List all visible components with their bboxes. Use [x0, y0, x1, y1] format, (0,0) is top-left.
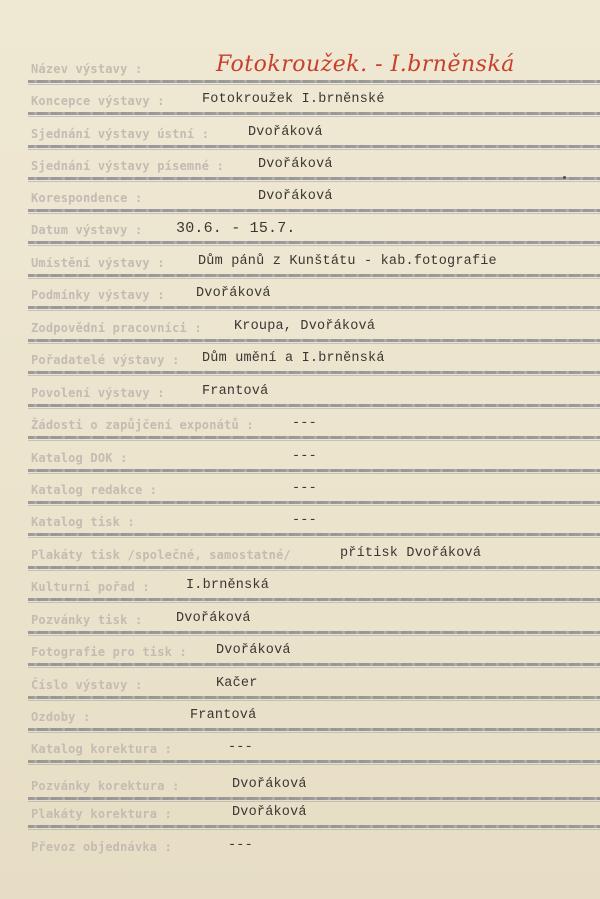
field-label: Převoz objednávka : [31, 840, 173, 854]
form-row-correspondence [0, 183, 600, 215]
field-value: Dvořáková [196, 286, 271, 301]
field-value: Frantová [190, 708, 257, 723]
form-row-permission [0, 378, 600, 410]
field-label: Ozdoby : [31, 710, 91, 724]
row-rule [28, 343, 600, 344]
row-rule [28, 440, 600, 441]
field-value: Dvořáková [176, 611, 251, 626]
form-row-venue [0, 248, 600, 280]
row-rule [28, 371, 600, 374]
ink-speck [563, 176, 566, 179]
field-value: --- [292, 416, 317, 431]
form-row-catalog-proof [0, 734, 600, 766]
row-rule [28, 181, 600, 182]
field-label: Plakáty korektura : [31, 807, 173, 821]
field-label: Zodpovědní pracovníci : [31, 321, 202, 335]
field-label: Katalog tisk : [31, 515, 135, 529]
field-value: Dvořáková [248, 125, 323, 140]
row-rule [28, 310, 600, 311]
row-rule [28, 825, 600, 828]
row-rule [28, 145, 600, 148]
row-rule [28, 436, 600, 439]
field-label: Povolení výstavy : [31, 386, 165, 400]
field-label: Katalog redakce : [31, 483, 158, 497]
form-row-catalog-dok [0, 443, 600, 475]
field-value: přítisk Dvořáková [340, 546, 482, 561]
field-value: 30.6. - 15.7. [176, 220, 296, 237]
field-label: Název výstavy : [31, 62, 143, 76]
field-label: Fotografie pro tisk : [31, 645, 187, 659]
row-rule [28, 375, 600, 376]
row-rule [28, 663, 600, 666]
form-row-exhibition-number [0, 670, 600, 702]
form-row-name [0, 54, 600, 86]
row-rule [28, 149, 600, 150]
row-rule [28, 339, 600, 342]
row-rule [28, 635, 600, 636]
field-value: --- [292, 481, 317, 496]
field-value: Dvořáková [216, 643, 291, 658]
field-value: Kačer [216, 676, 258, 691]
row-rule [28, 501, 600, 504]
row-rule [28, 566, 600, 569]
row-rule [28, 469, 600, 472]
form-row-oral [0, 119, 600, 151]
field-value: --- [292, 513, 317, 528]
form-row-transport-order [0, 832, 600, 864]
field-value: Dům umění a I.brněnská [202, 351, 385, 366]
row-rule [28, 829, 600, 830]
form-row-cultural-program [0, 572, 600, 604]
field-label: Korespondence : [31, 191, 143, 205]
form-row-catalog-print [0, 507, 600, 539]
form-row-loans [0, 410, 600, 442]
form-row-concept [0, 86, 600, 118]
form-row-responsible [0, 313, 600, 345]
row-rule [28, 760, 600, 763]
row-rule [28, 505, 600, 506]
field-label: Sjednání výstavy písemné : [31, 159, 225, 173]
row-rule [28, 533, 600, 536]
form-row-organizers [0, 345, 600, 377]
field-value: Fotokroužek I.brněnské [202, 92, 385, 107]
row-rule [28, 598, 600, 601]
form-row-posters-print [0, 540, 600, 572]
field-label: Datum výstavy : [31, 223, 143, 237]
field-value: --- [228, 838, 253, 853]
row-rule [28, 112, 600, 115]
field-value: Dvořáková [232, 777, 307, 792]
row-rule [28, 732, 600, 733]
row-rule [28, 602, 600, 603]
row-rule [28, 408, 600, 409]
form-row-written [0, 151, 600, 183]
form-row-decorations [0, 702, 600, 734]
form-row-conditions [0, 280, 600, 312]
row-rule [28, 274, 600, 277]
field-label: Katalog korektura : [31, 742, 173, 756]
field-label: Pozvánky korektura : [31, 779, 180, 793]
row-rule [28, 278, 600, 279]
row-rule [28, 728, 600, 731]
field-label: Žádosti o zapůjčení exponátů : [31, 418, 254, 432]
form-row-photos-print [0, 637, 600, 669]
field-value: Kroupa, Dvořáková [234, 319, 376, 334]
field-label: Kulturní pořad : [31, 580, 150, 594]
field-value: --- [292, 449, 317, 464]
field-label: Podmínky výstavy : [31, 288, 165, 302]
field-label: Číslo výstavy : [31, 678, 143, 692]
row-rule [28, 245, 600, 246]
form-row-invitations-print [0, 605, 600, 637]
row-rule [28, 116, 600, 117]
row-rule [28, 570, 600, 571]
row-rule [28, 84, 600, 85]
row-rule [28, 209, 600, 212]
field-label: Koncepce výstavy : [31, 94, 165, 108]
row-rule [28, 241, 600, 244]
field-label: Pořadatelé výstavy : [31, 353, 180, 367]
field-label: Katalog DOK : [31, 451, 128, 465]
row-rule [28, 213, 600, 214]
row-rule [28, 696, 600, 699]
row-rule [28, 631, 600, 634]
row-rule [28, 177, 600, 180]
field-value: Dvořáková [258, 157, 333, 172]
row-rule [28, 306, 600, 309]
row-rule [28, 404, 600, 407]
field-value: Dvořáková [232, 805, 307, 820]
field-value: Dům pánů z Kunštátu - kab.fotografie [198, 254, 497, 269]
field-label: Plakáty tisk /společné, samostatné/ [31, 548, 291, 562]
row-rule [28, 764, 600, 765]
form-row-posters-proof [0, 799, 600, 831]
field-label: Pozvánky tisk : [31, 613, 143, 627]
row-rule [28, 473, 600, 474]
form-row-catalog-editing [0, 475, 600, 507]
field-value: Dvořáková [258, 189, 333, 204]
field-value: Frantová [202, 384, 269, 399]
row-rule [28, 700, 600, 701]
field-label: Umístění výstavy : [31, 256, 165, 270]
field-value-handwritten: Fotokroužek. - I.brněnská [216, 52, 515, 77]
row-rule [28, 80, 600, 83]
field-value: I.brněnská [186, 578, 270, 593]
row-rule [28, 537, 600, 538]
field-value: --- [228, 740, 253, 755]
form-row-date [0, 215, 600, 247]
row-rule [28, 667, 600, 668]
field-label: Sjednání výstavy ústní : [31, 127, 210, 141]
